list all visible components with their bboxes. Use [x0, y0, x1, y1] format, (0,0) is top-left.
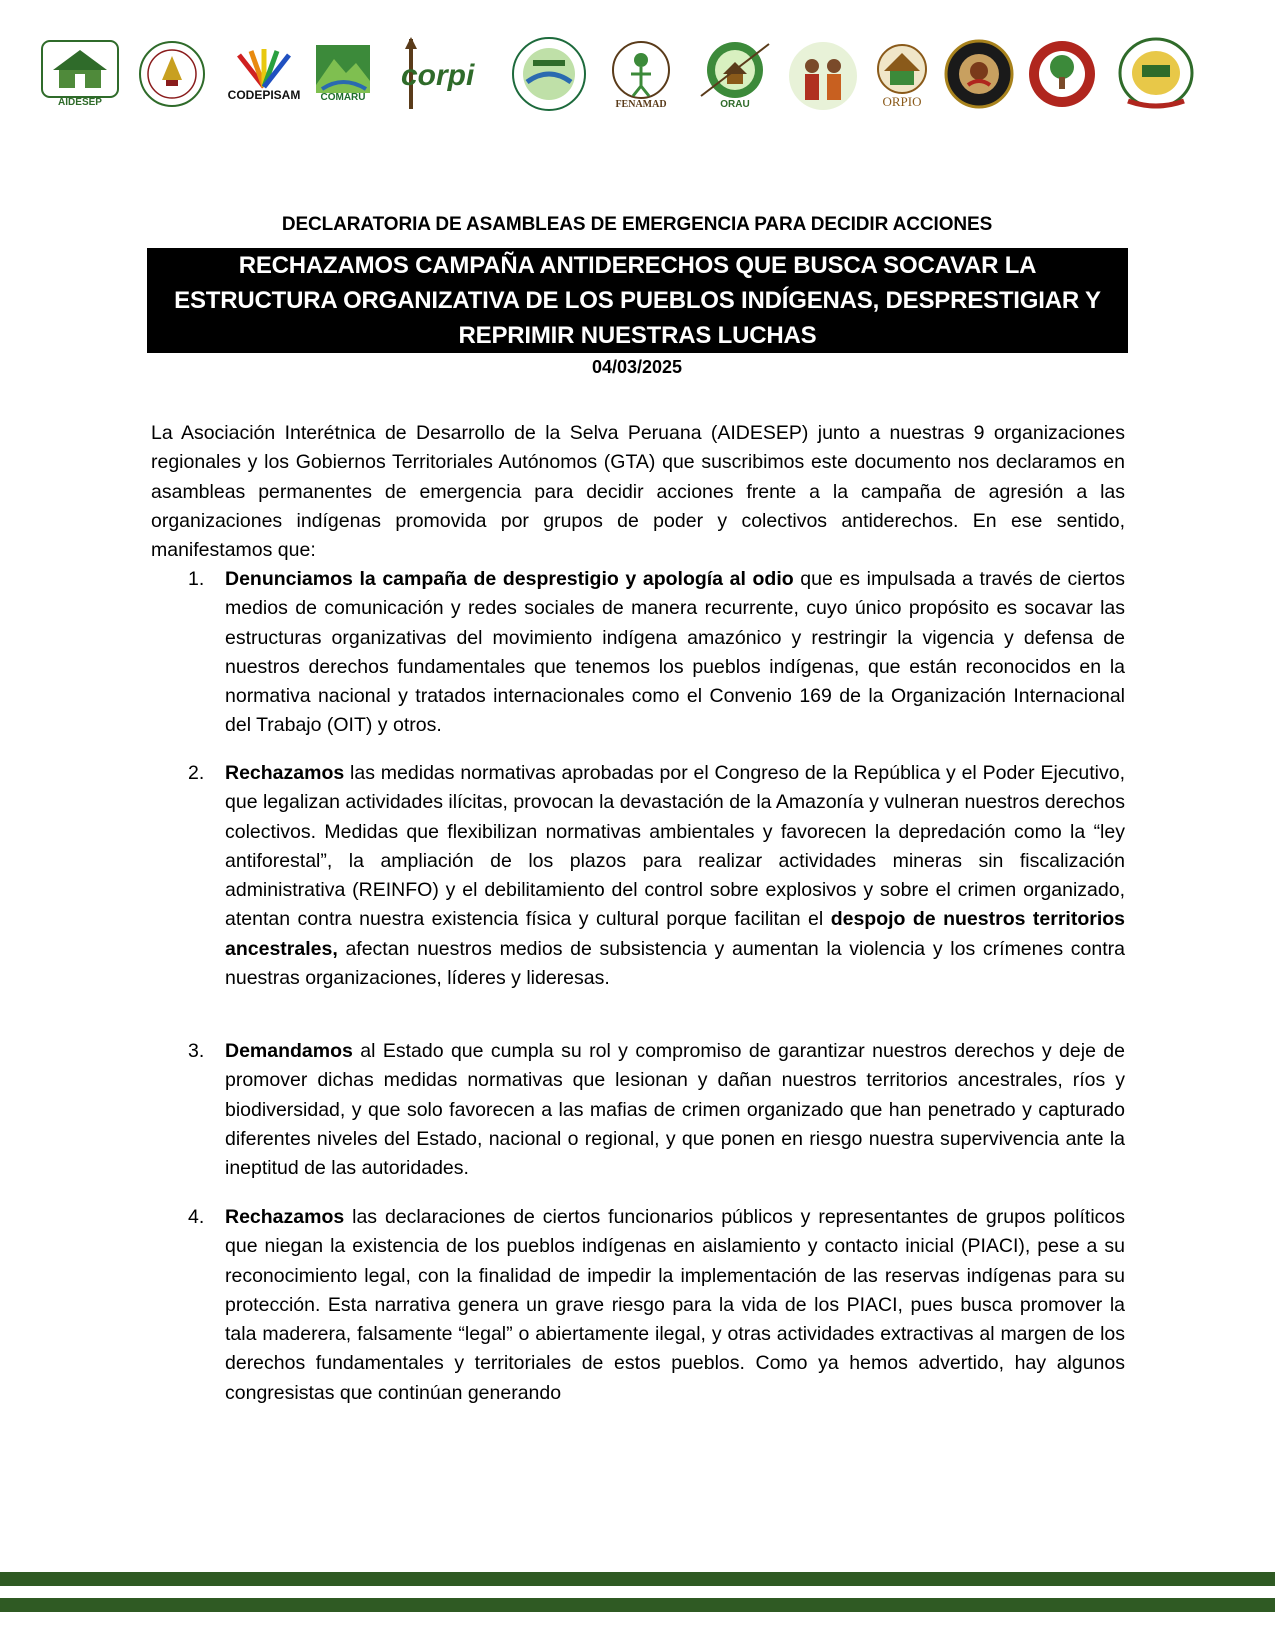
orau-caption: ORAU [720, 99, 750, 110]
list-item-text [225, 759, 1125, 993]
corpiaa-logo [510, 34, 588, 114]
orpian-p-logo [783, 34, 863, 114]
list-item-body: las declaraciones de ciertos funcionarios públicos y representantes de grupos políticos que niegan la existencia de los pueblos indígenas en aislamiento y contacto inicial (PIACI), pese a su reconocimiento legal, con la finalidad de impedir la implementación de las reservas indígenas para su protección. Esta narrativa genera un grave riesgo para la vida de los PIACI, pues busca promover la tala maderera, falsamente “legal” o abiertamente ilegal, y otras actividades extractivas al margen de los derechos fundamentales y territoriales de estos pueblos. Como ya hemos advertido, hay algunos congresistas que continúan generando [225, 1206, 1125, 1404]
corpi-arrow-icon [381, 37, 499, 111]
document-subtitle: DECLARATORIA DE ASAMBLEAS DE EMERGENCIA PARA DECIDIR ACCIONES [281, 214, 993, 235]
gtaa-seal-icon [944, 39, 1014, 109]
arpi-sc-emblem-icon [138, 40, 206, 108]
logo-strip [40, 34, 1240, 118]
orau-emblem-icon [697, 38, 773, 100]
orpio-caption: ORPIO [882, 93, 922, 109]
banner-line-1: RECHAZAMOS CAMPAÑA ANTIDERECHOS QUE BUSCA SOCAVAR LA [238, 252, 1037, 279]
fenamad-logo [595, 34, 687, 114]
intro-paragraph: La Asociación Interétnica de Desarrollo de la Selva Peruana (AIDESEP) junto a nuestras 9 organizaciones regionales y los Gobiernos Territoriales Autónomos (GTA) que suscribimos este documento nos declaramos en asambleas permanentes de emergencia para decidir acciones frente a la campaña de agresión a las organizaciones indígenas promovida por grupos de poder y colectivos antiderechos. En ese sentido, manifestamos que: [151, 422, 1125, 562]
list-item-number: 2. [188, 762, 205, 784]
codepisam-caption: CODEPISAM [227, 88, 301, 102]
list-item [151, 565, 1125, 741]
aidesep-logo [40, 34, 120, 114]
title-banner [147, 248, 1128, 353]
list-item-bold: Demandamos [225, 1040, 353, 1062]
list-item-bold-2: despojo de nuestros territorios ancestrales, [225, 908, 1126, 960]
comunidad-matses-shield-icon [1114, 35, 1198, 113]
banner-line-3: REPRIMIR NUESTRAS LUCHAS [458, 322, 817, 349]
list-item-bold: Rechazamos [225, 1206, 345, 1228]
list-item [151, 759, 1125, 993]
aidesep-caption: AIDESEP [58, 97, 102, 108]
comunidad-matses-logo [1108, 34, 1204, 114]
list-item-body: que es impulsada a través de ciertos medios de comunicación y redes sociales de manera recurrente, cuyo único propósito es socavar las estructuras organizativas del movimiento indígena amazónico y restringir la vigencia y defensa de nuestros derechos fundamentales que tenemos los pueblos indígenas, que están reconocidos en la normativa nacional y tratados internacionales como el Convenio 169 de la Organización Internacional del Trabajo (OIT) y otros. [225, 568, 1125, 737]
aidesep-hut-icon [41, 40, 119, 98]
list-item-bold: Denunciamos la campaña de desprestigio y apología al odio [225, 568, 794, 590]
comaru-logo [315, 34, 371, 114]
list-item-text [225, 565, 1125, 741]
footer-bar-top [0, 1572, 1275, 1586]
codepisam-logo [218, 34, 310, 114]
comaru-mountain-icon [316, 45, 370, 93]
orpian-people-icon [788, 36, 858, 112]
footer-bar-bottom [0, 1598, 1275, 1612]
gtaa-logo [942, 34, 1016, 114]
nacion-shawi-tree-icon [1027, 39, 1097, 109]
orau-logo [695, 34, 775, 114]
nacion-shawi-logo [1025, 34, 1099, 114]
list-item-number: 3. [188, 1040, 205, 1062]
list-item [151, 1037, 1125, 1183]
list-item-body: las medidas normativas aprobadas por el Congreso de la República y el Poder Ejecutivo, que legalizan actividades ilícitas, provocan la devastación de la Amazonía y vulneran nuestros derechos colectivos. Medidas que flexibilizan normativas ambientales y favorecen la depredación como la “ley antiforestal”, la ampliación de los plazos para realizar actividades mineras sin fiscalización administrativa (REINFO) y el debilitamiento del control sobre explosivos y sobre el crimen organizado, atentan contra nuestra existencia física y cultural porque facilitan el [225, 762, 1125, 931]
arpi-sc-logo [137, 34, 207, 114]
codepisam-feathers-icon [229, 47, 299, 89]
list-item-number: 1. [188, 568, 205, 590]
list-item-body-2: afectan nuestros medios de subsistencia y aumentan la violencia y los crímenes contra nuestras organizaciones, líderes y lideresas. [225, 937, 1125, 990]
list-item-number: 4. [188, 1206, 205, 1228]
corpiaa-river-icon [511, 36, 587, 112]
list-item-text [225, 1037, 1125, 1183]
corpi-logo [380, 34, 500, 114]
orpio-logo [870, 34, 934, 114]
fenamad-figure-icon [605, 38, 677, 100]
list-item [151, 1203, 1125, 1408]
document-date: 04/03/2025 [591, 357, 683, 377]
list-item-bold: Rechazamos [225, 762, 345, 784]
orpio-house-icon [874, 41, 930, 95]
list-item-body: al Estado que cumpla su rol y compromiso de garantizar nuestros derechos y deje de promover dichas medidas normativas que lesionan y dañan nuestros territorios ancestrales, ríos y biodiversidad, y que solo favorecen a las mafias de crimen organizado que han penetrado y capturado diferentes niveles del Estado, nacional o regional, y que ponen en riesgo nuestra supervivencia ante la ineptitud de las autoridades. [225, 1040, 1125, 1180]
fenamad-caption: FENAMAD [615, 99, 667, 110]
comaru-caption: COMARU [320, 92, 366, 103]
banner-line-2: ESTRUCTURA ORGANIZATIVA DE LOS PUEBLOS INDÍGENAS, DESPRESTIGIAR Y [174, 287, 1101, 314]
list-item-text [225, 1203, 1125, 1408]
svg-text:corpi: corpi [401, 59, 475, 92]
